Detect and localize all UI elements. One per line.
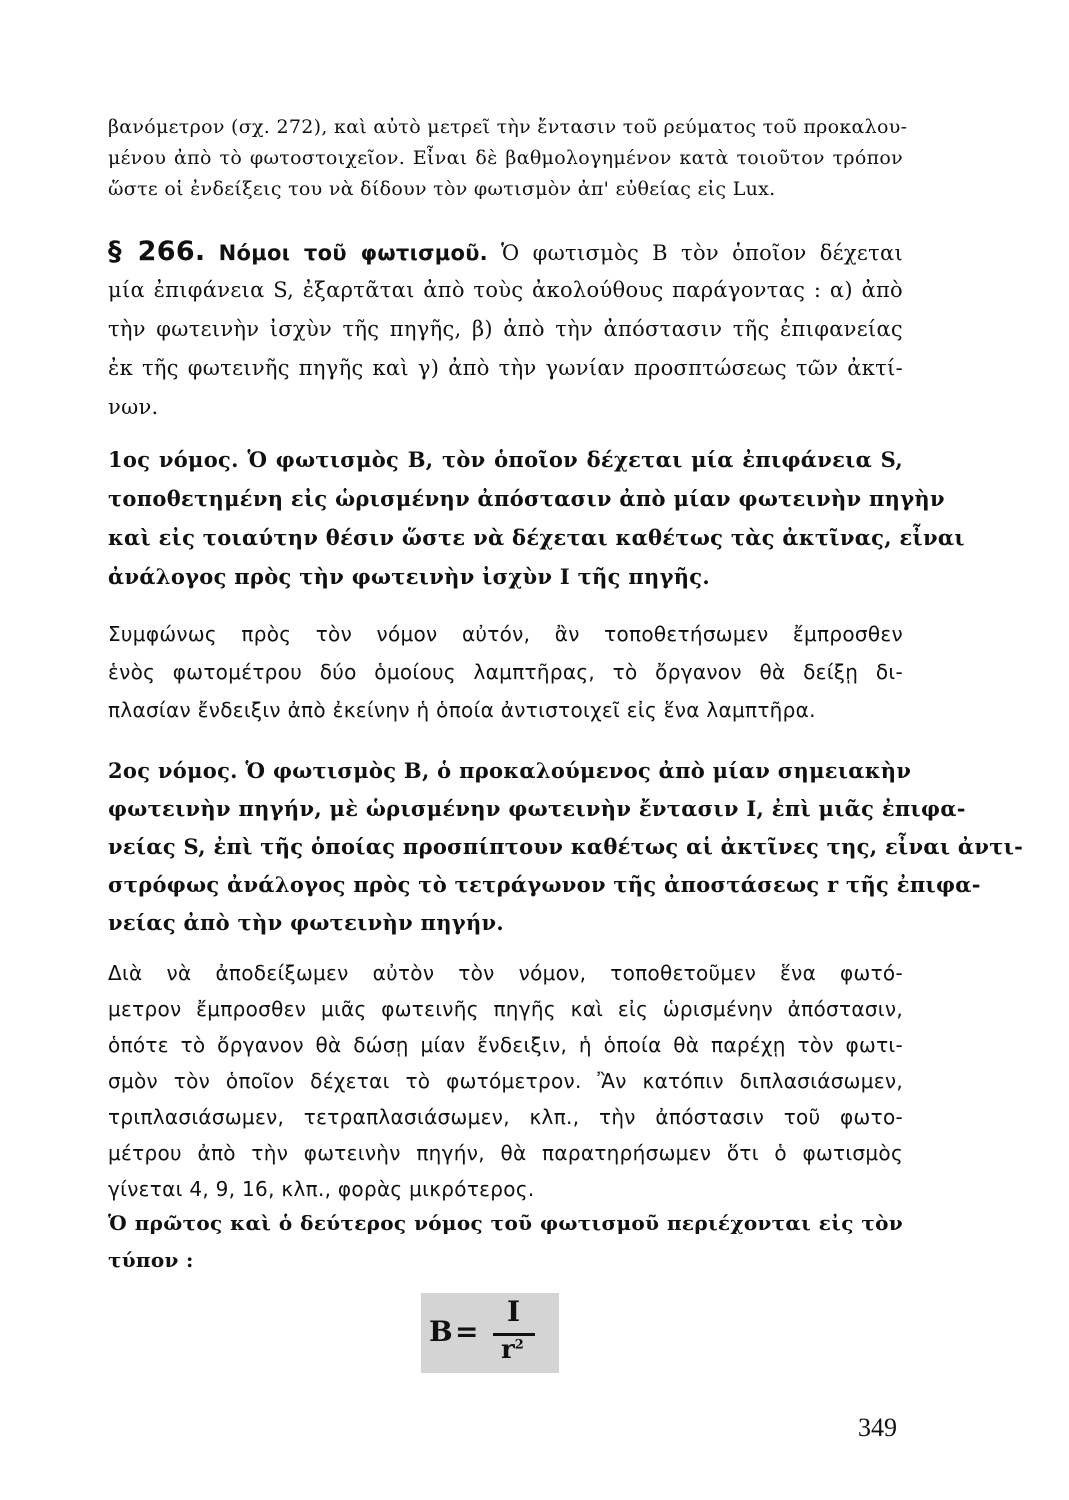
law-2 xyxy=(108,752,1024,942)
formula-denominator xyxy=(501,1335,524,1365)
text-line: Ὁ φωτισμὸς B, τὸν ὁποῖον δέχεται μία ἐπιφάνεια S, xyxy=(247,447,903,472)
law-heading-line xyxy=(108,752,912,790)
text-line: μετρον ἔμπροσθεν μιᾶς φωτεινῆς πηγῆς καὶ εἰς ὡρισμένην ἀπόστασιν, xyxy=(108,997,903,1021)
text-line: Συμφώνως πρὸς τὸν νόμον αὐτόν, ἂν τοποθετήσωμεν ἔμπροσθεν xyxy=(108,622,903,646)
text-line: νων. xyxy=(108,395,159,419)
text-line: τοποθετημένη εἰς ὡρισμένην ἀπόστασιν ἀπὸ μίαν φωτεινὴν πηγὴν xyxy=(108,486,945,511)
text-line: τὴν φωτεινὴν ἰσχὺν τῆς πηγῆς, β) ἀπὸ τὴν ἀπόστασιν τῆς ἐπιφανείας xyxy=(108,317,903,341)
law-label: 2ος νόμος. xyxy=(108,758,238,783)
text-line: Ὁ φωτισμὸς B, ὁ προκαλούμενος ἀπὸ μίαν σημειακὴν xyxy=(245,758,912,783)
law-1 xyxy=(108,440,965,596)
text-line: βανόμετρον (σχ. 272), καὶ αὐτὸ μετρεῖ τὴν ἔντασιν τοῦ ρεύματος τοῦ προκαλου- xyxy=(108,116,908,138)
text-line: μέτρου ἀπὸ τὴν φωτεινὴν πηγήν, θὰ παρατηρήσωμεν ὅτι ὁ φωτισμὸς xyxy=(108,1141,903,1165)
formula-equals: = xyxy=(455,1315,479,1348)
law-heading-line xyxy=(108,440,903,479)
intro-paragraph xyxy=(108,112,908,205)
text-line: σμὸν τὸν ὁποῖον δέχεται τὸ φωτόμετρον. Ἂν κατόπιν διπλασιάσωμεν, xyxy=(108,1069,903,1093)
text-line: τριπλασιάσωμεν, τετραπλασιάσωμεν, κλπ., τὴν ἀπόστασιν τοῦ φωτο- xyxy=(108,1105,903,1129)
denominator-exponent: 2 xyxy=(514,1337,524,1353)
text-line: Διὰ νὰ ἀποδείξωμεν αὐτὸν τὸν νόμον, τοποθετοῦμεν ἕνα φωτό- xyxy=(108,961,903,985)
text-line: ἀνάλογος πρὸς τὴν φωτεινὴν ἰσχὺν I τῆς πηγῆς. xyxy=(108,564,710,589)
formula-lhs: B xyxy=(429,1315,453,1348)
text-line: πλασίαν ἔνδειξιν ἀπὸ ἐκείνην ἡ ὁποία ἀντιστοιχεῖ εἰς ἕνα λαμπτῆρα. xyxy=(108,698,816,722)
formula-numerator: I xyxy=(507,1295,521,1328)
text-line: Ὁ φωτισμὸς B τὸν ὁποῖον δέχεται xyxy=(501,241,903,265)
page-number: 349 xyxy=(858,1413,897,1442)
text-line: νείας ἀπὸ τὴν φωτεινὴν πηγήν. xyxy=(108,910,505,935)
law-label: 1ος νόμος. xyxy=(108,447,239,472)
section-heading-line xyxy=(108,232,903,271)
section-number: § 266. xyxy=(108,236,206,267)
text-line: καὶ εἰς τοιαύτην θέσιν ὥστε νὰ δέχεται καθέτως τὰς ἀκτῖνας, εἶναι xyxy=(108,525,965,550)
text-line: ὁπότε τὸ ὄργανον θὰ δώσῃ μίαν ἔνδειξιν, ἡ ὁποία θὰ παρέχῃ τὸν φωτι- xyxy=(108,1033,903,1057)
section-title: Νόμοι τοῦ φωτισμοῦ. xyxy=(218,241,488,265)
denominator-base: r xyxy=(501,1335,515,1365)
text-line: τύπον : xyxy=(108,1248,194,1272)
section-266 xyxy=(108,232,903,427)
text-line: γίνεται 4, 9, 16, κλπ., φορὰς μικρότερος. xyxy=(108,1177,535,1201)
illuminance-formula xyxy=(421,1293,559,1373)
text-line: στρόφως ἀνάλογος πρὸς τὸ τετράγωνον τῆς ἀποστάσεως r τῆς ἐπιφα- xyxy=(108,872,981,897)
text-line: μία ἐπιφάνεια S, ἐξαρτᾶται ἀπὸ τοὺς ἀκολούθους παράγοντας : α) ἀπὸ xyxy=(108,278,903,302)
text-line: ἑνὸς φωτομέτρου δύο ὁμοίους λαμπτῆρας, τὸ ὄργανον θὰ δείξῃ δι- xyxy=(108,660,903,684)
text-line: μένου ἀπὸ τὸ φωτοστοιχεῖον. Εἶναι δὲ βαθμολογημένον κατὰ τοιοῦτον τρόπον xyxy=(108,147,903,169)
text-line: νείας S, ἐπὶ τῆς ὁποίας προσπίπτουν καθέτως αἱ ἀκτῖνες της, εἶναι ἀντι- xyxy=(108,834,1024,859)
text-line: φωτεινὴν πηγήν, μὲ ὡρισμένην φωτεινὴν ἔντασιν I, ἐπὶ μιᾶς ἐπιφα- xyxy=(108,796,966,821)
law-2-proof xyxy=(108,955,903,1207)
formula-intro xyxy=(108,1205,903,1279)
text-line: ὥστε οἱ ἐνδείξεις του νὰ δίδουν τὸν φωτισμὸν ἀπ' εὐθείας εἰς Lux. xyxy=(108,178,776,200)
text-line: ἐκ τῆς φωτεινῆς πηγῆς καὶ γ) ἀπὸ τὴν γωνίαν προσπτώσεως τῶν ἀκτί- xyxy=(108,356,903,380)
text-line: Ὁ πρῶτος καὶ ὁ δεύτερος νόμος τοῦ φωτισμοῦ περιέχονται εἰς τὸν xyxy=(108,1211,903,1235)
law-1-explanation xyxy=(108,615,903,729)
